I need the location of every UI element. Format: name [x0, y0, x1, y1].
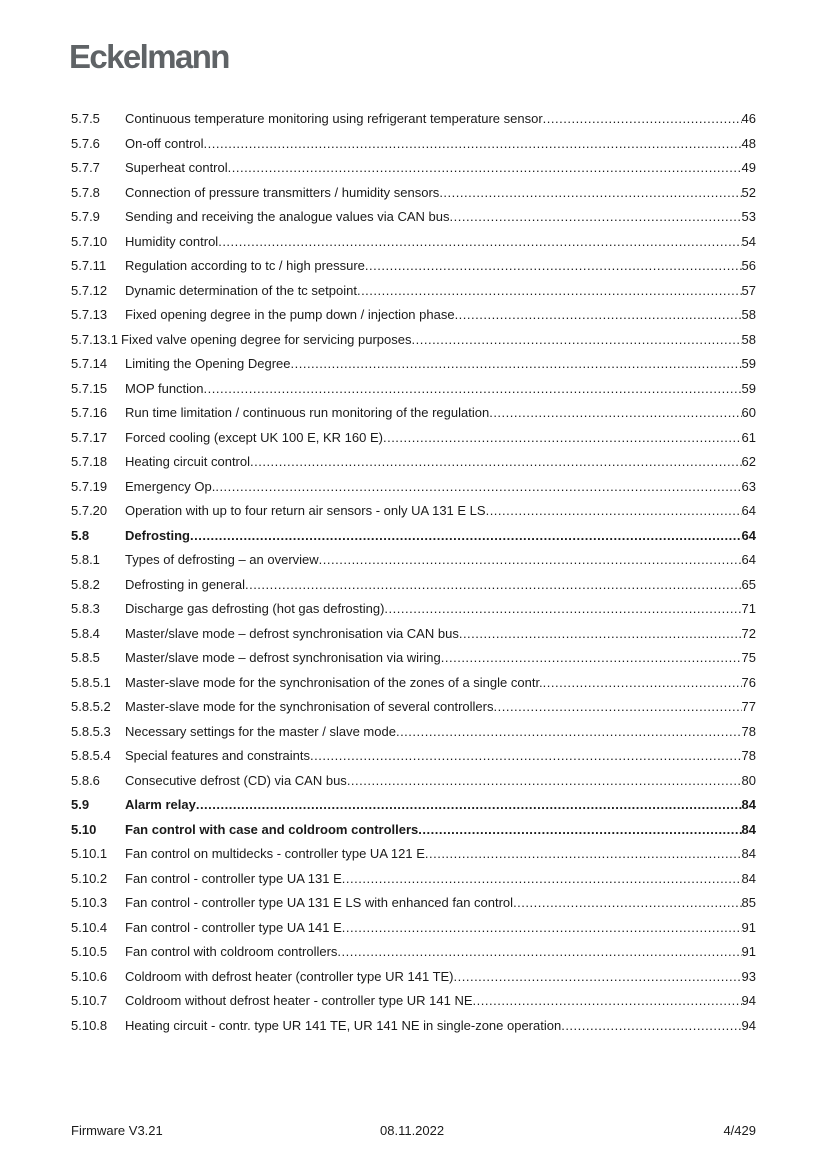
toc-entry-number: 5.8.6 [71, 772, 100, 788]
toc-entry[interactable] [71, 895, 756, 920]
toc-entry-title[interactable]: Sending and receiving the analogue values via CAN bus [125, 209, 450, 224]
toc-dot-leader [347, 773, 742, 789]
toc-entry-title-wrap [125, 969, 742, 985]
toc-dot-leader [513, 895, 741, 911]
toc-entry-title[interactable]: Necessary settings for the master / slave mode [125, 723, 396, 739]
toc-dot-leader [204, 136, 742, 152]
toc-entry[interactable] [71, 185, 756, 210]
toc-entry-title-wrap [125, 577, 742, 593]
toc-dot-leader [455, 307, 742, 323]
toc-entry-title[interactable]: Superheat control [125, 160, 228, 175]
toc-entry-number: 5.10.1 [71, 846, 108, 861]
toc-entry-number: 5.7.15 [71, 380, 108, 396]
toc-dot-leader [190, 528, 742, 544]
toc-entry-title[interactable]: Forced cooling (except UK 100 E, KR 160 E) [125, 429, 383, 445]
toc-entry-page[interactable]: 64 [741, 503, 756, 518]
toc-dot-leader [543, 675, 742, 691]
toc-entry-title-wrap [125, 283, 742, 299]
toc-dot-leader [291, 356, 742, 372]
toc-entry-number: 5.7.14 [71, 356, 108, 371]
toc-entry-number: 5.7.12 [71, 282, 108, 298]
toc-entry-page[interactable]: 46 [741, 111, 756, 126]
toc-entry-number: 5.7.20 [71, 503, 108, 518]
toc-entry-title-wrap [125, 454, 742, 470]
toc-entry[interactable] [71, 920, 756, 945]
toc-entry-number: 5.7.8 [71, 184, 100, 200]
toc-entry[interactable] [71, 969, 756, 994]
toc-entry-title-wrap [125, 626, 742, 642]
toc-entry-title[interactable]: Master/slave mode – defrost synchronisation via CAN bus [125, 625, 459, 641]
toc-entry[interactable] [71, 724, 756, 749]
toc-entry-title[interactable]: Regulation according to tc / high pressure [125, 258, 365, 273]
toc-entry-title-wrap [125, 650, 742, 666]
toc-entry-title[interactable]: Dynamic determination of the tc setpoint [125, 282, 357, 298]
toc-dot-leader [365, 258, 742, 274]
toc-entry-number: 5.7.10 [71, 233, 108, 249]
toc-entry-title[interactable]: Coldroom without defrost heater - controller type UR 141 NE [125, 993, 473, 1008]
toc-entry-page[interactable]: 91 [741, 919, 756, 935]
toc-entry-title[interactable]: Master-slave mode for the synchronisation of the zones of a single contr. [125, 674, 543, 690]
toc-entry-title-wrap [125, 503, 742, 519]
toc-entry-number: 5.8.5 [71, 650, 100, 665]
toc-entry-title-wrap [125, 381, 742, 397]
toc-entry[interactable] [71, 111, 756, 136]
toc-entry-title-wrap [125, 356, 742, 372]
footer-firmware-version: Firmware V3.21 [71, 1123, 163, 1138]
toc-entry[interactable] [71, 944, 756, 969]
toc-dot-leader [439, 185, 741, 201]
toc-entry[interactable] [71, 871, 756, 896]
toc-entry-title-wrap [125, 111, 742, 127]
toc-entry-page[interactable]: 64 [741, 552, 756, 567]
toc-entry[interactable] [71, 552, 756, 577]
toc-entry-title-wrap [125, 773, 742, 789]
toc-entry-title-wrap [125, 920, 742, 936]
toc-dot-leader [454, 969, 742, 985]
toc-entry-title-wrap [125, 479, 742, 495]
toc-entry[interactable] [71, 209, 756, 234]
toc-dot-leader [342, 920, 742, 936]
toc-entry-page[interactable]: 48 [741, 135, 756, 151]
toc-entry[interactable] [71, 136, 756, 161]
toc-entry-number: 5.10.6 [71, 968, 108, 984]
toc-entry-page[interactable]: 80 [741, 772, 756, 788]
toc-entry-title[interactable]: Fan control - controller type UA 131 E [125, 870, 342, 886]
toc-entry[interactable] [71, 675, 756, 700]
toc-entry-number: 5.7.19 [71, 478, 108, 494]
toc-entry-number: 5.8.3 [71, 601, 100, 616]
toc-entry[interactable] [71, 1018, 756, 1043]
toc-entry-page[interactable]: 84 [741, 870, 756, 886]
toc-entry-title-wrap [125, 185, 742, 201]
toc-entry-title[interactable]: Fixed valve opening degree for servicing purposes [121, 331, 412, 347]
toc-entry-page[interactable]: 65 [741, 576, 756, 592]
toc-entry[interactable] [71, 601, 756, 626]
toc-entry-number: 5.7.13.1 [71, 331, 118, 347]
toc-entry-title[interactable]: Master/slave mode – defrost synchronisation via wiring [125, 650, 441, 665]
toc-entry-page[interactable]: 59 [741, 380, 756, 396]
toc-dot-leader [215, 479, 741, 495]
toc-entry-page[interactable]: 85 [741, 895, 756, 910]
toc-entry[interactable] [71, 454, 756, 479]
toc-entry-page[interactable]: 84 [741, 797, 756, 812]
toc-entry-title[interactable]: Coldroom with defrost heater (controller type UR 141 TE) [125, 968, 454, 984]
toc-entry[interactable] [71, 283, 756, 308]
toc-entry[interactable] [71, 332, 756, 357]
toc-dot-leader [250, 454, 742, 470]
toc-entry-title[interactable]: Fan control on multidecks - controller type UA 121 E [125, 846, 425, 861]
toc-entry[interactable] [71, 503, 756, 528]
toc-dot-leader [357, 283, 742, 299]
toc-entry[interactable] [71, 797, 756, 822]
toc-entry-title[interactable]: Types of defrosting – an overview [125, 552, 319, 567]
toc-entry-page[interactable]: 54 [741, 233, 756, 249]
toc-entry-number: 5.8.5.2 [71, 699, 111, 714]
toc-entry-number: 5.8.5.1 [71, 674, 111, 690]
toc-entry-number: 5.7.16 [71, 405, 108, 420]
toc-entry[interactable] [71, 356, 756, 381]
toc-entry-number: 5.7.18 [71, 454, 108, 469]
toc-dot-leader [342, 871, 742, 887]
toc-dot-leader [396, 724, 742, 740]
toc-entry-number: 5.10.4 [71, 919, 108, 935]
toc-entry-title-wrap [125, 675, 742, 691]
toc-entry-title-wrap [121, 332, 742, 348]
toc-entry-title[interactable]: Run time limitation / continuous run monitoring of the regulation [125, 405, 490, 420]
toc-dot-leader [425, 846, 742, 862]
toc-entry-title-wrap [125, 797, 742, 813]
toc-dot-leader [196, 797, 742, 813]
toc-dot-leader [418, 822, 741, 838]
toc-entry-title-wrap [125, 136, 742, 152]
toc-entry-number: 5.10 [71, 821, 97, 837]
toc-dot-leader [310, 748, 742, 764]
toc-entry-number: 5.8.5.4 [71, 748, 111, 763]
toc-entry-page[interactable]: 63 [741, 478, 756, 494]
toc-entry[interactable] [71, 528, 756, 553]
toc-dot-leader [459, 626, 742, 642]
toc-entry-page[interactable]: 49 [741, 160, 756, 175]
toc-entry-page[interactable]: 62 [741, 454, 756, 469]
toc-entry-number: 5.7.5 [71, 111, 100, 126]
toc-entry-title[interactable]: Fixed opening degree in the pump down / injection phase [125, 307, 455, 322]
toc-dot-leader [384, 601, 741, 617]
toc-entry-title[interactable]: On-off control [125, 135, 204, 151]
toc-entry-page[interactable]: 71 [741, 601, 756, 616]
toc-entry-number: 5.8 [71, 527, 90, 543]
toc-entry-title-wrap [125, 748, 742, 764]
toc-entry[interactable] [71, 846, 756, 871]
toc-entry-number: 5.8.1 [71, 552, 100, 567]
toc-entry-page[interactable]: 58 [741, 331, 756, 347]
toc-entry[interactable] [71, 699, 756, 724]
toc-entry[interactable] [71, 160, 756, 185]
toc-entry-page[interactable]: 84 [741, 821, 756, 837]
toc-entry-title[interactable]: Alarm relay [125, 797, 196, 812]
toc-entry-title[interactable]: MOP function [125, 380, 204, 396]
toc-entry-title-wrap [125, 528, 742, 544]
toc-entry[interactable] [71, 650, 756, 675]
toc-entry-title-wrap [125, 209, 742, 225]
toc-entry[interactable] [71, 381, 756, 406]
toc-entry-number: 5.8.2 [71, 576, 100, 592]
toc-entry-number: 5.8.4 [71, 625, 100, 641]
toc-entry-page[interactable]: 76 [741, 674, 756, 690]
toc-entry-page[interactable]: 60 [741, 405, 756, 420]
toc-entry-page[interactable]: 91 [741, 944, 756, 959]
toc-dot-leader [412, 332, 742, 348]
toc-dot-leader [486, 503, 742, 519]
toc-entry-page[interactable]: 52 [741, 184, 756, 200]
toc-entry-number: 5.10.7 [71, 993, 108, 1008]
table-of-contents [71, 111, 756, 1042]
toc-entry-title[interactable]: Heating circuit - contr. type UR 141 TE, UR 141 NE in single-zone operation [125, 1017, 562, 1033]
toc-entry-number: 5.7.6 [71, 135, 100, 151]
toc-entry-title-wrap [125, 895, 742, 911]
toc-dot-leader [218, 234, 741, 250]
toc-entry[interactable] [71, 430, 756, 455]
toc-entry-title[interactable]: Heating circuit control [125, 454, 250, 469]
toc-entry-title[interactable]: Fan control with case and coldroom controllers [125, 821, 419, 837]
toc-entry-page[interactable]: 78 [741, 723, 756, 739]
toc-entry-title[interactable]: Emergency Op. [125, 478, 216, 494]
toc-entry-page[interactable]: 78 [741, 748, 756, 763]
toc-entry-title-wrap [125, 993, 742, 1009]
toc-dot-leader [319, 552, 742, 568]
toc-entry[interactable] [71, 626, 756, 651]
toc-entry-title[interactable]: Discharge gas defrosting (hot gas defrosting) [125, 601, 385, 616]
toc-entry-number: 5.10.2 [71, 870, 108, 886]
toc-entry-title[interactable]: Special features and constraints [125, 748, 310, 763]
toc-entry[interactable] [71, 577, 756, 602]
toc-entry-page[interactable]: 61 [741, 429, 756, 445]
toc-entry-title-wrap [125, 405, 742, 421]
toc-entry-page[interactable]: 94 [741, 1017, 756, 1033]
toc-dot-leader [204, 381, 742, 397]
toc-entry-title-wrap [125, 699, 742, 715]
toc-dot-leader [489, 405, 741, 421]
toc-entry[interactable] [71, 234, 756, 259]
toc-entry-title[interactable]: Defrosting [125, 527, 190, 543]
toc-entry-title-wrap [125, 258, 742, 274]
toc-dot-leader [450, 209, 742, 225]
toc-entry-title[interactable]: Connection of pressure transmitters / humidity sensors [125, 184, 440, 200]
eckelmann-logo: Eckelmann [69, 38, 229, 75]
toc-entry-title[interactable]: Fan control - controller type UA 141 E [125, 919, 342, 935]
toc-dot-leader [228, 160, 742, 176]
toc-entry-title-wrap [125, 601, 742, 617]
toc-entry-page[interactable]: 53 [741, 209, 756, 224]
toc-dot-leader [543, 111, 742, 127]
toc-dot-leader [494, 699, 742, 715]
toc-entry-page[interactable]: 77 [741, 699, 756, 714]
toc-dot-leader [337, 944, 741, 960]
toc-entry-number: 5.7.9 [71, 209, 100, 224]
toc-entry-number: 5.9 [71, 797, 90, 812]
toc-entry-page[interactable]: 75 [741, 650, 756, 665]
toc-entry-title-wrap [125, 846, 742, 862]
toc-entry-title-wrap [125, 160, 742, 176]
toc-dot-leader [245, 577, 742, 593]
toc-dot-leader [441, 650, 742, 666]
toc-entry-page[interactable]: 58 [741, 307, 756, 322]
toc-entry-page[interactable]: 84 [741, 846, 756, 861]
toc-entry[interactable] [71, 773, 756, 798]
toc-entry-title[interactable]: Fan control with coldroom controllers [125, 944, 338, 959]
toc-entry-number: 5.10.8 [71, 1017, 108, 1033]
footer-date: 08.11.2022 [380, 1123, 445, 1138]
toc-entry-title-wrap [125, 822, 742, 838]
toc-entry-title[interactable]: Humidity control [125, 233, 219, 249]
toc-entry-page[interactable]: 59 [741, 356, 756, 371]
toc-entry[interactable] [71, 822, 756, 847]
toc-entry-title-wrap [125, 234, 742, 250]
toc-entry-title-wrap [125, 1018, 742, 1034]
toc-entry-page[interactable]: 72 [741, 625, 756, 641]
toc-entry[interactable] [71, 405, 756, 430]
toc-entry-page[interactable]: 56 [741, 258, 756, 273]
toc-entry-title-wrap [125, 724, 742, 740]
toc-entry[interactable] [71, 479, 756, 504]
toc-entry[interactable] [71, 307, 756, 332]
toc-dot-leader [383, 430, 742, 446]
footer-page-number: 4/429 [723, 1123, 756, 1138]
toc-entry-number: 5.7.17 [71, 429, 108, 445]
toc-entry-title[interactable]: Master-slave mode for the synchronisation of several controllers [125, 699, 494, 714]
toc-entry-title-wrap [125, 430, 742, 446]
toc-entry-page[interactable]: 57 [741, 282, 756, 298]
toc-entry-page[interactable]: 94 [741, 993, 756, 1008]
toc-entry[interactable] [71, 993, 756, 1018]
toc-entry-title-wrap [125, 307, 742, 323]
toc-dot-leader [561, 1018, 741, 1034]
toc-entry-title-wrap [125, 944, 742, 960]
toc-entry-title[interactable]: Limiting the Opening Degree [125, 356, 291, 371]
toc-entry-title-wrap [125, 552, 742, 568]
toc-entry-number: 5.7.7 [71, 160, 100, 175]
toc-entry-page[interactable]: 93 [741, 968, 756, 984]
toc-entry[interactable] [71, 748, 756, 773]
toc-entry-number: 5.10.3 [71, 895, 108, 910]
toc-entry-number: 5.7.11 [71, 258, 107, 273]
toc-entry-number: 5.7.13 [71, 307, 108, 322]
toc-entry-page[interactable]: 64 [741, 527, 756, 543]
toc-entry-number: 5.10.5 [71, 944, 108, 959]
toc-entry-title[interactable]: Defrosting in general [125, 576, 245, 592]
toc-entry-title[interactable]: Continuous temperature monitoring using refrigerant temperature sensor [125, 111, 543, 126]
toc-entry-number: 5.8.5.3 [71, 723, 111, 739]
toc-entry-title-wrap [125, 871, 742, 887]
toc-entry-title[interactable]: Fan control - controller type UA 131 E LS with enhanced fan control [125, 895, 514, 910]
toc-dot-leader [473, 993, 742, 1009]
toc-entry[interactable] [71, 258, 756, 283]
toc-entry-title[interactable]: Consecutive defrost (CD) via CAN bus [125, 772, 347, 788]
toc-entry-title[interactable]: Operation with up to four return air sensors - only UA 131 E LS [125, 503, 486, 518]
